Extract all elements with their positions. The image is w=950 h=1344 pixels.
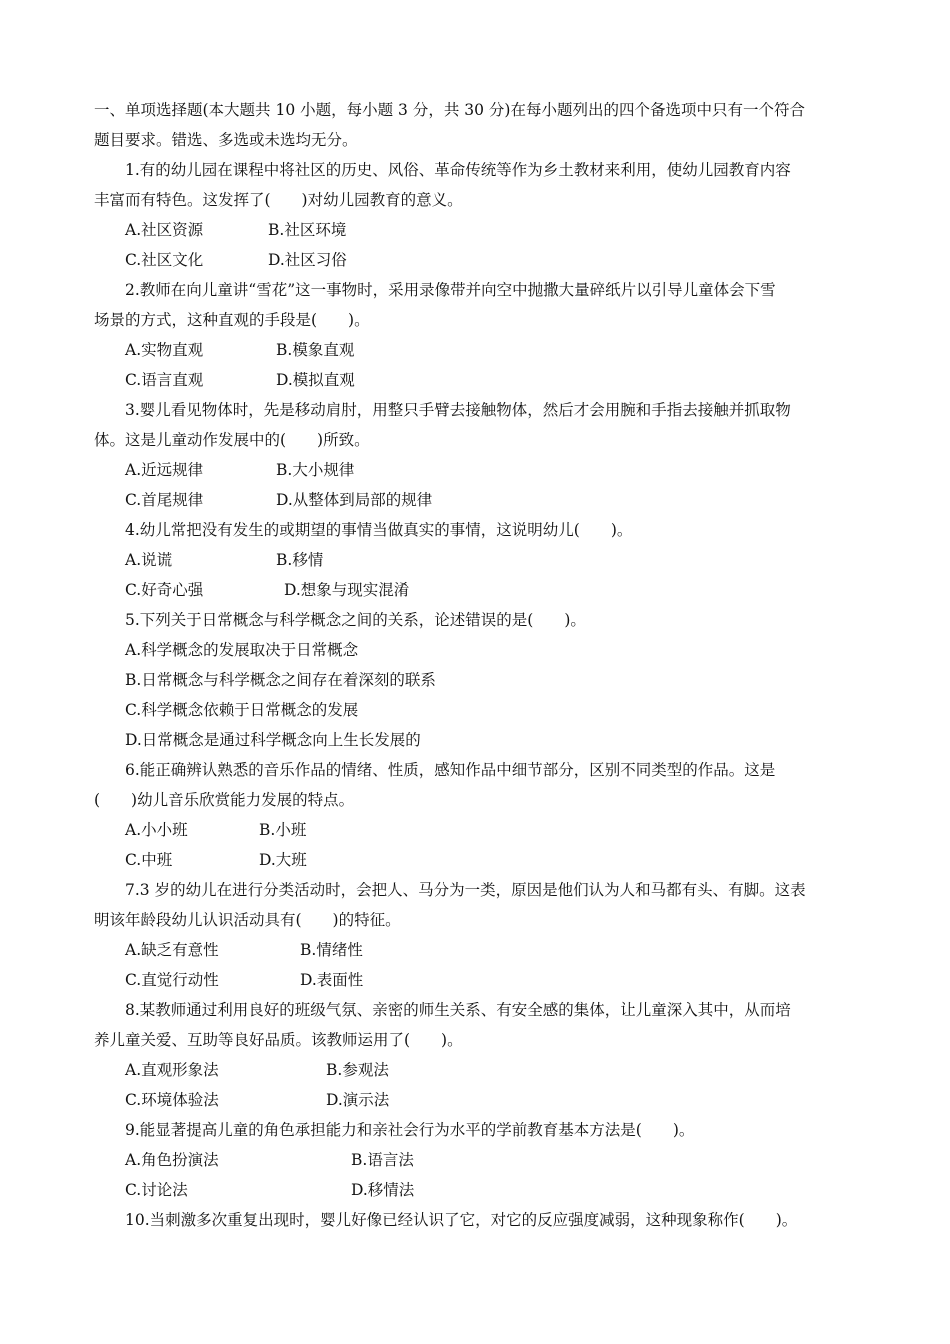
question-text: 3.婴儿看见物体时，先是移动肩肘，用整只手臂去接触物体，然后才会用腕和手指去接触并抓取物 bbox=[125, 401, 791, 419]
option-a: A.直观形象法 bbox=[125, 1061, 219, 1079]
question-8-stem-cont bbox=[0, 1025, 950, 1055]
option-b: B.语言法 bbox=[351, 1151, 414, 1169]
question-10-stem bbox=[0, 1205, 950, 1235]
option-c: C.环境体验法 bbox=[125, 1091, 219, 1109]
section-title-line-2 bbox=[0, 125, 950, 155]
question-1-options-row-1 bbox=[0, 215, 950, 245]
question-text: 10.当刺激多次重复出现时，婴儿好像已经认识了它，对它的反应强度减弱，这种现象称作( )。 bbox=[125, 1211, 798, 1229]
option-a: A.小小班 bbox=[125, 821, 188, 839]
question-text: 养儿童关爱、互助等良好品质。该教师运用了( )。 bbox=[94, 1031, 463, 1049]
question-6-stem bbox=[0, 755, 950, 785]
question-text: 丰富而有特色。这发挥了( )对幼儿园教育的意义。 bbox=[94, 191, 463, 209]
option-b: B.大小规律 bbox=[276, 461, 355, 479]
section-title-line-1 bbox=[0, 95, 950, 125]
option-d: D.日常概念是通过科学概念向上生长发展的 bbox=[125, 731, 421, 749]
option-b: B.情绪性 bbox=[300, 941, 363, 959]
question-6-options-row-1 bbox=[0, 815, 950, 845]
option-d: D.大班 bbox=[259, 851, 307, 869]
question-5-option-b bbox=[0, 665, 950, 695]
option-c: C.科学概念依赖于日常概念的发展 bbox=[125, 701, 359, 719]
option-b: B.社区环境 bbox=[268, 221, 347, 239]
option-c: C.首尾规律 bbox=[125, 491, 204, 509]
question-text: 7.3 岁的幼儿在进行分类活动时，会把人、马分为一类，原因是他们认为人和马都有头、有脚。这表 bbox=[125, 881, 806, 899]
option-b: B.参观法 bbox=[326, 1061, 389, 1079]
question-6-stem-cont bbox=[0, 785, 950, 815]
question-text: 4.幼儿常把没有发生的或期望的事情当做真实的事情，这说明幼儿( )。 bbox=[125, 521, 633, 539]
option-a: A.实物直观 bbox=[125, 341, 204, 359]
question-7-options-row-2 bbox=[0, 965, 950, 995]
option-b: B.日常概念与科学概念之间存在着深刻的联系 bbox=[125, 671, 436, 689]
question-5-stem bbox=[0, 605, 950, 635]
question-5-option-d bbox=[0, 725, 950, 755]
question-4-stem bbox=[0, 515, 950, 545]
question-text: 体。这是儿童动作发展中的( )所致。 bbox=[94, 431, 370, 449]
question-4-options-row-2 bbox=[0, 575, 950, 605]
question-text: ( )幼儿音乐欣赏能力发展的特点。 bbox=[94, 791, 355, 809]
option-a: A.角色扮演法 bbox=[125, 1151, 219, 1169]
option-c: C.社区文化 bbox=[125, 251, 204, 269]
question-text: 明该年龄段幼儿认识活动具有( )的特征。 bbox=[94, 911, 401, 929]
question-8-stem bbox=[0, 995, 950, 1025]
section-instructions: 题目要求。错选、多选或未选均无分。 bbox=[94, 131, 358, 149]
question-1-options-row-2 bbox=[0, 245, 950, 275]
option-d: D.移情法 bbox=[351, 1181, 415, 1199]
option-b: B.移情 bbox=[276, 551, 324, 569]
section-title: 一、单项选择题(本大题共 10 小题，每小题 3 分，共 30 分)在每小题列出的四个备选项中只有一个符合 bbox=[94, 101, 805, 119]
option-d: D.想象与现实混淆 bbox=[284, 581, 410, 599]
question-text: 2.教师在向儿童讲“雪花”这一事物时，采用录像带并向空中抛撒大量碎纸片以引导儿童体会下雪 bbox=[125, 281, 776, 299]
option-a: A.说谎 bbox=[125, 551, 173, 569]
question-text: 6.能正确辨认熟悉的音乐作品的情绪、性质，感知作品中细节部分，区别不同类型的作品。这是 bbox=[125, 761, 776, 779]
question-text: 1.有的幼儿园在课程中将社区的历史、风俗、革命传统等作为乡土教材来利用，使幼儿园教育内容 bbox=[125, 161, 791, 179]
option-a: A.科学概念的发展取决于日常概念 bbox=[125, 641, 359, 659]
question-3-options-row-1 bbox=[0, 455, 950, 485]
question-9-stem bbox=[0, 1115, 950, 1145]
option-d: D.模拟直观 bbox=[276, 371, 355, 389]
question-3-options-row-2 bbox=[0, 485, 950, 515]
question-7-stem-cont bbox=[0, 905, 950, 935]
question-9-options-row-1 bbox=[0, 1145, 950, 1175]
question-5-option-c bbox=[0, 695, 950, 725]
question-3-stem bbox=[0, 395, 950, 425]
question-1-stem bbox=[0, 155, 950, 185]
question-1-stem-cont bbox=[0, 185, 950, 215]
question-2-stem bbox=[0, 275, 950, 305]
option-b: B.模象直观 bbox=[276, 341, 355, 359]
option-b: B.小班 bbox=[259, 821, 307, 839]
option-d: D.社区习俗 bbox=[268, 251, 347, 269]
question-7-options-row-1 bbox=[0, 935, 950, 965]
option-a: A.近远规律 bbox=[125, 461, 204, 479]
question-5-option-a bbox=[0, 635, 950, 665]
option-d: D.演示法 bbox=[326, 1091, 390, 1109]
option-c: C.讨论法 bbox=[125, 1181, 188, 1199]
question-2-stem-cont bbox=[0, 305, 950, 335]
question-7-stem bbox=[0, 875, 950, 905]
option-d: D.表面性 bbox=[300, 971, 364, 989]
option-c: C.好奇心强 bbox=[125, 581, 204, 599]
option-c: C.语言直观 bbox=[125, 371, 204, 389]
option-d: D.从整体到局部的规律 bbox=[276, 491, 433, 509]
option-c: C.直觉行动性 bbox=[125, 971, 219, 989]
question-8-options-row-2 bbox=[0, 1085, 950, 1115]
option-c: C.中班 bbox=[125, 851, 173, 869]
question-text: 9.能显著提高儿童的角色承担能力和亲社会行为水平的学前教育基本方法是( )。 bbox=[125, 1121, 695, 1139]
question-text: 场景的方式，这种直观的手段是( )。 bbox=[94, 311, 370, 329]
question-2-options-row-2 bbox=[0, 365, 950, 395]
option-a: A.社区资源 bbox=[125, 221, 204, 239]
question-6-options-row-2 bbox=[0, 845, 950, 875]
question-3-stem-cont bbox=[0, 425, 950, 455]
question-text: 5.下列关于日常概念与科学概念之间的关系，论述错误的是( )。 bbox=[125, 611, 586, 629]
option-a: A.缺乏有意性 bbox=[125, 941, 219, 959]
question-8-options-row-1 bbox=[0, 1055, 950, 1085]
question-9-options-row-2 bbox=[0, 1175, 950, 1205]
question-4-options-row-1 bbox=[0, 545, 950, 575]
question-2-options-row-1 bbox=[0, 335, 950, 365]
question-text: 8.某教师通过利用良好的班级气氛、亲密的师生关系、有安全感的集体，让儿童深入其中，从而培 bbox=[125, 1001, 791, 1019]
